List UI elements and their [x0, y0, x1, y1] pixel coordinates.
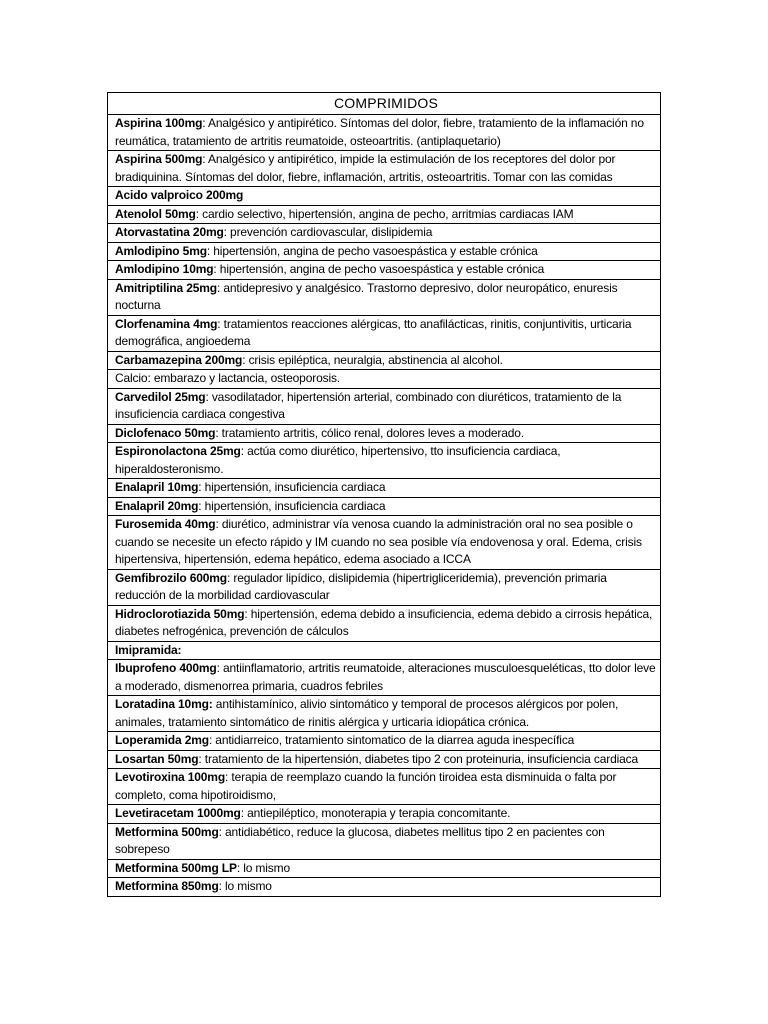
- table-row: [108, 805, 661, 824]
- drug-description: : Analgésico y antipirético. Síntomas del dolor, fiebre, tratamiento de la inflamación no reumática, tratamiento de artritis reumatoide, osteoartritis. (antiplaquetario): [115, 116, 644, 148]
- medication-entry: [108, 351, 661, 370]
- table-row: [108, 151, 661, 187]
- drug-name: Loperamida 2mg: [115, 733, 209, 747]
- drug-name: Diclofenaco 50mg: [115, 425, 216, 440]
- medication-entry: [108, 151, 661, 187]
- medication-entry: [108, 769, 661, 805]
- drug-name: Metformina 850mg: [115, 879, 219, 893]
- drug-name: Acido valproico 200mg: [115, 188, 244, 202]
- drug-name: Clorfenamina 4mg: [115, 316, 218, 331]
- drug-description: : antidiabético, reduce la glucosa, diabetes mellitus tipo 2 en pacientes con sobrepeso: [115, 824, 605, 856]
- table-row: [108, 569, 661, 605]
- medication-entry: [108, 605, 661, 641]
- medication-entry: [108, 696, 661, 732]
- medication-entry: [108, 569, 661, 605]
- drug-description: Calcio: embarazo y lactancia, osteoporosis.: [115, 371, 340, 385]
- medication-table-body: [108, 93, 661, 897]
- table-row: [108, 497, 661, 516]
- drug-description: : cardio selectivo, hipertensión, angina de pecho, arritmias cardiacas IAM: [195, 206, 574, 221]
- table-row: [108, 750, 661, 769]
- medication-entry: [108, 424, 661, 443]
- table-row: [108, 479, 661, 498]
- table-row: [108, 769, 661, 805]
- table-row: [108, 115, 661, 151]
- table-header-row: [108, 93, 661, 115]
- medication-entry: [108, 224, 661, 243]
- table-row: [108, 732, 661, 751]
- drug-description: : hipertensión, insuficiencia cardiaca: [198, 480, 386, 494]
- table-row: [108, 641, 661, 660]
- drug-name: Amitriptilina 25mg: [115, 280, 217, 295]
- drug-description: : tratamiento artritis, cólico renal, dolores leves a moderado.: [215, 425, 525, 440]
- table-row: [108, 424, 661, 443]
- drug-name: Carbamazepina 200mg: [115, 352, 243, 367]
- drug-description: : hipertensión, insuficiencia cardiaca: [198, 498, 386, 513]
- drug-name: Metformina 500mg LP: [115, 860, 237, 875]
- drug-name: Amlodipino 10mg: [115, 262, 214, 276]
- table-row: [108, 388, 661, 424]
- document-page: [107, 92, 661, 897]
- medication-entry: [108, 641, 661, 660]
- table-row: [108, 823, 661, 859]
- medication-entry: [108, 859, 661, 878]
- table-row: [108, 279, 661, 315]
- medication-entry: [108, 878, 661, 897]
- drug-name: Ibuprofeno 400mg: [115, 661, 217, 675]
- medication-entry: [108, 370, 661, 389]
- drug-description: : diurético, administrar vía venosa cuando la administración oral no sea posible o cuando se necesite un efecto rápido y IM cuando no sea posible vía endovenosa y oral. Edema, crisis hipertensiva, hipertensión, edema hepático, edema asociado a ICCA: [115, 517, 642, 566]
- medication-entry: [108, 443, 661, 479]
- table-row: [108, 224, 661, 243]
- drug-name: Hidroclorotiazida 50mg: [115, 606, 245, 621]
- medication-entry: [108, 479, 661, 498]
- drug-name: Enalapril 20mg: [115, 498, 199, 513]
- medication-entry: [108, 497, 661, 516]
- drug-description: : actúa como diurético, hipertensivo, tto insuficiencia cardiaca, hiperaldosteronismo.: [115, 444, 561, 476]
- drug-name: Losartan 50mg: [115, 751, 199, 766]
- drug-name: Atorvastatina 20mg: [115, 225, 224, 239]
- table-row: [108, 859, 661, 878]
- drug-name: Amlodipino 5mg: [115, 243, 207, 258]
- table-row: [108, 605, 661, 641]
- drug-name: Espironolactona 25mg: [115, 444, 241, 458]
- drug-description: : terapia de reemplazo cuando la función tiroidea esta disminuida o falta por completo, coma hipotiroidismo,: [115, 770, 617, 802]
- drug-description: : lo mismo: [218, 879, 272, 893]
- drug-description: antihistamínico, alivio sintomático y temporal de procesos alérgicos por polen, animales, tratamiento sintomático de rinitis alérgica y urticaria idiopática crónica.: [115, 697, 619, 729]
- table-row: [108, 351, 661, 370]
- medication-entry: [108, 279, 661, 315]
- drug-name: Gemfibrozilo 600mg: [115, 570, 227, 585]
- medication-entry: [108, 805, 661, 824]
- drug-description: : antidepresivo y analgésico. Trastorno depresivo, dolor neuropático, enuresis nocturna: [115, 280, 618, 312]
- table-row: [108, 242, 661, 261]
- drug-name: Aspirina 500mg: [115, 152, 203, 166]
- table-title: COMPRIMIDOS: [108, 93, 661, 115]
- drug-description: : crisis epiléptica, neuralgia, abstinencia al alcohol.: [242, 352, 503, 367]
- medication-entry: [108, 660, 661, 696]
- table-row: [108, 370, 661, 389]
- drug-description: : hipertensión, edema debido a insuficiencia, edema debido a cirrosis hepática, diabetes nefrogénica, prevención de cálculos: [115, 606, 653, 638]
- drug-description: : hipertensión, angina de pecho vasoespástica y estable crónica: [213, 262, 545, 276]
- table-row: [108, 205, 661, 224]
- drug-name: Levotiroxina 100mg: [115, 770, 226, 784]
- medication-entry: [108, 388, 661, 424]
- drug-name: Atenolol 50mg: [115, 206, 196, 221]
- drug-description: : prevención cardiovascular, dislipidemia: [223, 225, 433, 239]
- drug-name: Levetiracetam 1000mg: [115, 806, 241, 820]
- table-row: [108, 878, 661, 897]
- drug-description: : antiinflamatorio, artritis reumatoide, alteraciones musculoesqueléticas, tto dolor leve a moderado, dismenorrea primaria, cuadros febriles: [115, 661, 656, 693]
- drug-name: Enalapril 10mg: [115, 480, 199, 494]
- medication-entry: [108, 732, 661, 751]
- medication-entry: [108, 823, 661, 859]
- medication-entry: [108, 205, 661, 224]
- drug-description: : vasodilatador, hipertensión arterial, combinado con diuréticos, tratamiento de la insuficiencia cardiaca congestiva: [115, 389, 622, 421]
- table-row: [108, 660, 661, 696]
- drug-description: : tratamiento de la hipertensión, diabetes tipo 2 con proteinuria, insuficiencia cardiaca: [198, 751, 639, 766]
- table-row: [108, 261, 661, 280]
- drug-description: : tratamientos reacciones alérgicas, tto anafilácticas, rinitis, conjuntivitis, urticaria demográfica, angioedema: [115, 316, 632, 348]
- drug-name: Imipramida:: [115, 642, 182, 657]
- drug-description: : antiepiléptico, monoterapia y terapia concomitante.: [240, 806, 511, 820]
- medication-entry: [108, 187, 661, 206]
- medication-entry: [108, 115, 661, 151]
- table-row: [108, 516, 661, 570]
- drug-name: Carvedilol 25mg: [115, 389, 206, 404]
- drug-description: : regulador lipídico, dislipidemia (hipertrigliceridemia), prevención primaria reducción de la morbilidad cardiovascular: [115, 570, 607, 602]
- drug-description: : antidiarreico, tratamiento sintomatico de la diarrea aguda inespecífica: [208, 733, 575, 747]
- table-row: [108, 315, 661, 351]
- medication-table: [107, 92, 661, 897]
- table-row: [108, 696, 661, 732]
- drug-name: Furosemida 40mg: [115, 517, 216, 531]
- medication-entry: [108, 750, 661, 769]
- drug-description: : lo mismo: [236, 860, 291, 875]
- drug-name: Metformina 500mg: [115, 824, 219, 839]
- medication-entry: [108, 315, 661, 351]
- table-row: [108, 443, 661, 479]
- table-row: [108, 187, 661, 206]
- drug-description: : Analgésico y antipirético, impide la estimulación de los receptores del dolor por bradiquinina. Síntomas del dolor, fiebre, inflamación, artritis, osteoartritis. Tomar con las comidas: [115, 152, 616, 184]
- drug-name: Loratadina 10mg:: [115, 697, 213, 711]
- drug-description: : hipertensión, angina de pecho vasoespástica y estable crónica: [206, 243, 538, 258]
- medication-entry: [108, 516, 661, 570]
- medication-entry: [108, 261, 661, 280]
- drug-name: Aspirina 100mg: [115, 116, 203, 130]
- medication-entry: [108, 242, 661, 261]
